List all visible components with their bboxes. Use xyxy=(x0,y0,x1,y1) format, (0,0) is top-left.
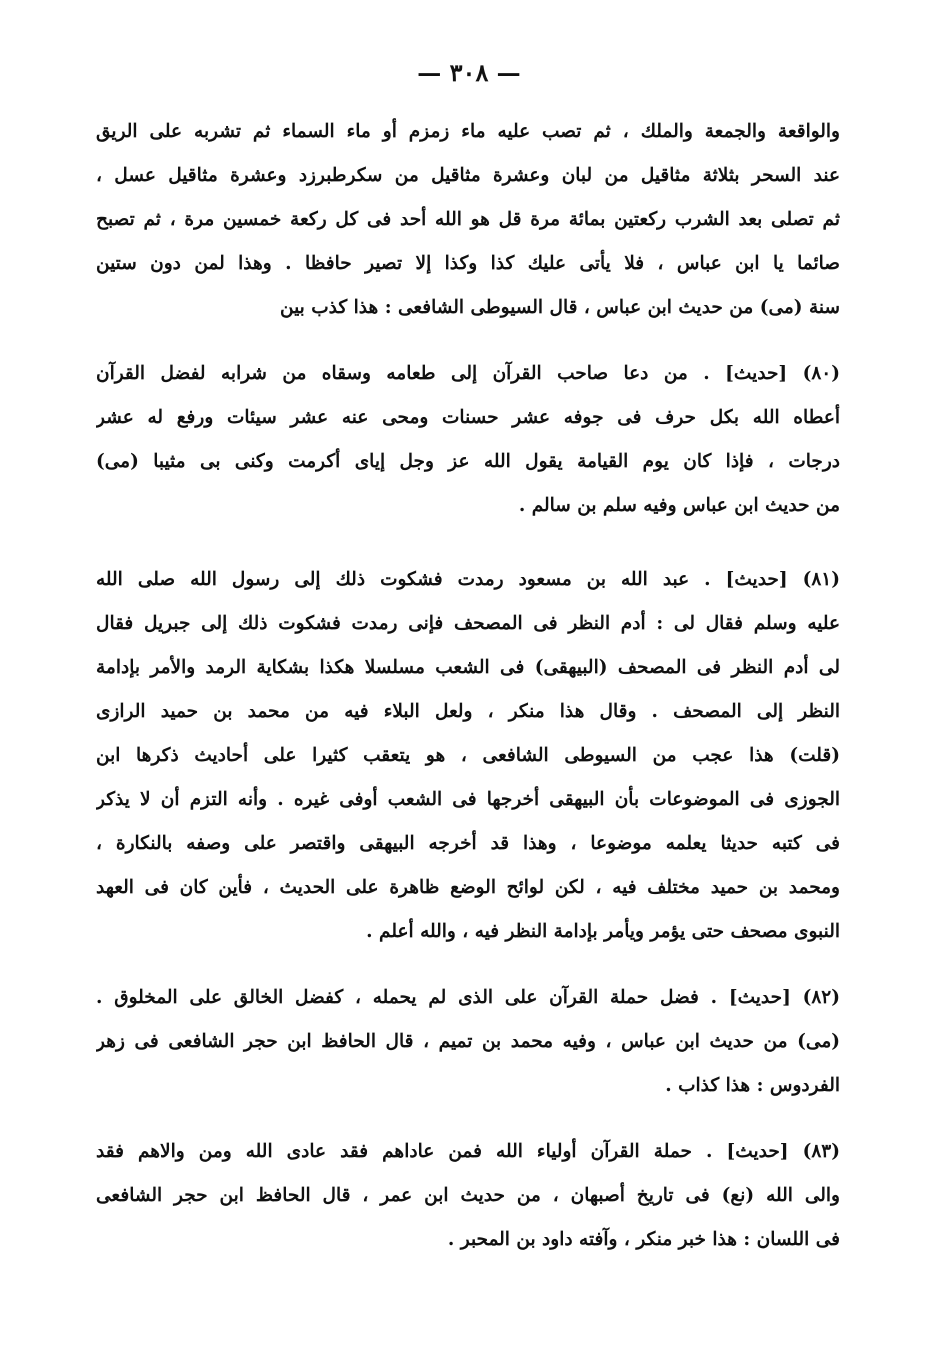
text-line: (٨٣) [حديث] . حملة القرآن أولياء الله فمن عاداهم فقد عادى الله ومن والاهم فقد xyxy=(96,1141,840,1162)
page-number: — ٣٠٨ — xyxy=(417,58,521,87)
text-line: الفردوس : هذا كذاب . xyxy=(665,1075,840,1096)
text-line: ومحمد بن حميد مختلف فيه ، لكن لوائح الوضع ظاهرة على الحديث ، فأين كان فى العهد xyxy=(96,877,840,898)
text-line: درجات ، فإذا كان يوم القيامة يقول الله عز وجل إياى أكرمت وكنى بى مثيبا (مى) xyxy=(96,451,840,472)
text-line: فى كتبه حديثا يعلمه موضوعا ، وهذا قد أخرجه البيهقى واقتصر على وصفه بالنكارة ، xyxy=(96,833,840,854)
text-line: الجوزى فى الموضوعات بأن البيهقى أخرجها فى الشعب أوفى غيره . وأنه التزم أن لا يذكر xyxy=(96,789,840,810)
text-line: (٨١) [حديث] . عبد الله بن مسعود رمدت فشكوت ذلك إلى رسول الله صلى الله xyxy=(96,569,840,590)
text-line: فى اللسان : هذا خبر منكر ، وآفته داود بن المحبر . xyxy=(447,1229,840,1250)
text-line: (مى) من حديث ابن عباس ، وفيه محمد بن تميم ، قال الحافظ ابن حجر الشافعى فى زهر xyxy=(96,1031,840,1052)
text-line: سنة (مى) من حديث ابن عباس ، قال السيوطى الشافعى : هذا كذب بين xyxy=(280,297,840,318)
text-line: (قلت) هذا عجب من السيوطى الشافعى ، هو يتعقب كثيرا على أحاديث ذكرها ابن xyxy=(96,745,840,766)
text-line: النبوى مصحف حتى يؤمر ويأمر بإدامة النظر فيه ، والله أعلم . xyxy=(366,921,840,942)
text-line: أعطاه الله بكل حرف فى جوفه عشر حسنات ومحى عنه عشر سيئات ورفع له عشر xyxy=(96,407,840,428)
paragraph-hadith-80 xyxy=(96,352,840,528)
text-line: صائما يا ابن عباس ، فلا يأتى عليك كذا وكذا إلا تصير حافظا . وهذا لمن دون ستين xyxy=(96,253,840,274)
text-line: (٨٢) [حديث] . فضل حملة القرآن على الذى لم يحمله ، كفضل الخالق على المخلوق . xyxy=(96,987,840,1008)
paragraph-hadith-83 xyxy=(96,1130,840,1262)
text-line: والى الله (نع) فى تاريخ أصبهان ، من حديث ابن عمر ، قال الحافظ ابن حجر الشافعى xyxy=(96,1185,840,1206)
text-line: عند السحر بثلاثة مثاقيل من لبان وعشرة مثاقيل من سكرطبرزد وعشرة مثاقيل عسل ، xyxy=(96,165,840,186)
paragraph-hadith-81 xyxy=(96,558,840,954)
text-line: النظر إلى المصحف . وقال هذا منكر ، ولعل البلاء فيه من محمد بن حميد الرازى xyxy=(96,701,840,722)
paragraph-hadith-82 xyxy=(96,976,840,1108)
text-line: لى أدم النظر فى المصحف (البيهقى) فى الشعب مسلسلا هكذا بشكاية الرمد والأمر بإدامة xyxy=(96,657,840,678)
text-line: عليه وسلم فقال لى : أدم النظر فى المصحف فإنى رمدت فشكوت ذلك إلى جبريل فقال xyxy=(96,613,840,634)
text-line: من حديث ابن عباس وفيه سلم بن سالم . xyxy=(518,495,840,516)
text-line: والواقعة والجمعة والملك ، ثم تصب عليه ماء زمزم أو ماء السماء ثم تشربه على الريق xyxy=(96,121,840,142)
text-line: ثم تصلى بعد الشرب ركعتين بمائة مرة قل هو الله أحد فى كل ركعة خمسين مرة ، ثم تصبح xyxy=(96,209,840,230)
text-line: (٨٠) [حديث] . من دعا صاحب القرآن إلى طعامه وسقاه من شرابه لفضل القرآن xyxy=(96,363,840,384)
paragraph-continuation xyxy=(96,110,840,330)
